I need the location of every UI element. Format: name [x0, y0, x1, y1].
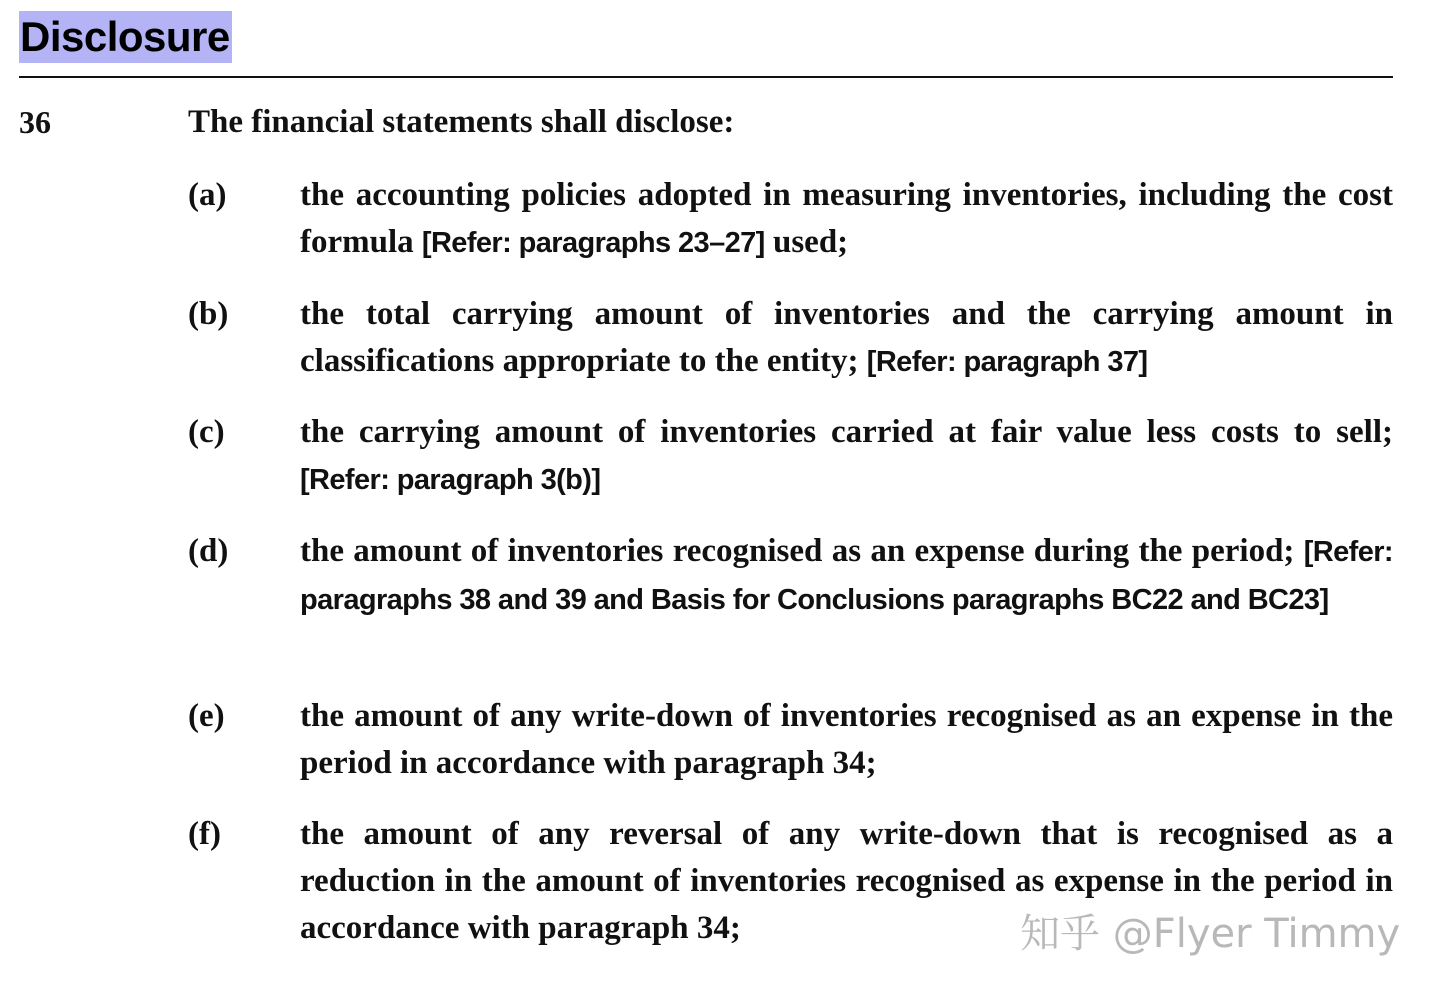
item-text-body: the total carrying amount of inventories and the carrying amount in classifications appropriate to the entity; — [300, 296, 1393, 379]
heading-divider — [19, 76, 1393, 78]
item-label: (a) — [188, 177, 227, 213]
item-text-body: the amount of any write-down of inventories recognised as an expense in the period in accordance with paragraph 34; — [300, 698, 1393, 781]
cross-reference: [Refer: paragraphs 23–27] — [421, 227, 765, 259]
section-heading: Disclosure — [19, 11, 232, 63]
item-label: (b) — [188, 296, 229, 332]
item-text — [300, 693, 1393, 787]
item-text-body: the amount of any reversal of any write-down that is recognised as a reduction in the amount of inventories recognised as expense in the period in accordance with paragraph 34; — [300, 816, 1393, 946]
watermark: 知乎 @Flyer Timmy — [1020, 911, 1401, 957]
paragraph-lead-text: The financial statements shall disclose: — [188, 104, 735, 140]
item-label: (e) — [188, 698, 225, 734]
item-label: (d) — [188, 533, 229, 569]
item-text — [300, 172, 1393, 267]
item-text-body: the carrying amount of inventories carried at fair value less costs to sell; — [300, 414, 1393, 450]
item-text-tail: used; — [764, 224, 849, 260]
item-text — [300, 291, 1393, 386]
cross-reference: [Refer: paragraph 3(b)] — [300, 464, 601, 496]
item-text-body: the amount of inventories recognised as an expense during the period; — [300, 533, 1304, 569]
paragraph-number: 36 — [19, 104, 51, 140]
item-text — [300, 409, 1393, 504]
cross-reference: [Refer: paragraph 37] — [866, 346, 1148, 378]
item-text — [300, 528, 1393, 624]
item-label: (f) — [188, 816, 221, 852]
cross-reference: [Refer: paragraphs 38 and 39 and Basis for Conclusions paragraphs BC22 and BC23] — [300, 536, 1393, 616]
item-label: (c) — [188, 414, 225, 450]
item-text-body: the accounting policies adopted in measuring inventories, including the cost formula — [300, 177, 1393, 260]
